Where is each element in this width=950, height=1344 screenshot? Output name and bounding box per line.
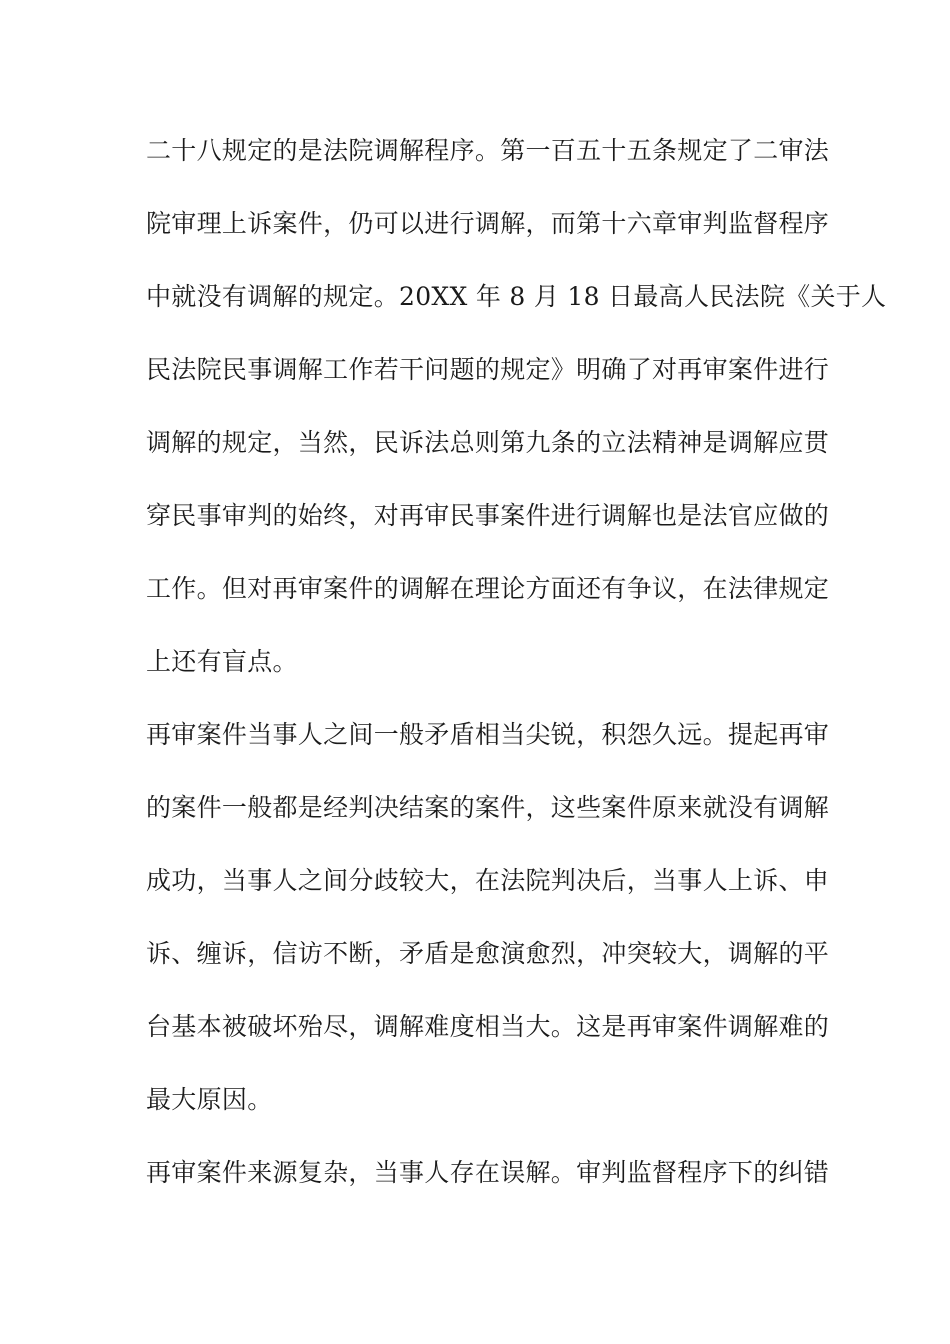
paragraph-line: 的案件一般都是经判决结案的案件，这些案件原来就没有调解 xyxy=(146,793,830,822)
paragraph-line: 最大原因。 xyxy=(146,1085,273,1114)
paragraph-line: 院审理上诉案件，仍可以进行调解，而第十六章审判监督程序 xyxy=(146,209,830,238)
paragraph-line: 诉、缠诉，信访不断，矛盾是愈演愈烈，冲突较大，调解的平 xyxy=(146,939,830,968)
paragraph-line: 再审案件来源复杂，当事人存在误解。审判监督程序下的纠错 xyxy=(146,1158,830,1187)
paragraph-line: 民法院民事调解工作若干问题的规定》明确了对再审案件进行 xyxy=(146,355,830,384)
paragraph-line: 上还有盲点。 xyxy=(146,647,298,676)
paragraph-line: 工作。但对再审案件的调解在理论方面还有争议，在法律规定 xyxy=(146,574,830,603)
paragraph-line: 台基本被破坏殆尽，调解难度相当大。这是再审案件调解难的 xyxy=(146,1012,830,1041)
paragraph-line: 调解的规定，当然，民诉法总则第九条的立法精神是调解应贯 xyxy=(146,428,830,457)
paragraph-line: 二十八规定的是法院调解程序。第一百五十五条规定了二审法 xyxy=(146,136,830,165)
paragraph-line: 中就没有调解的规定。20XX 年 8 月 18 日最高人民法院《关于人 xyxy=(146,282,887,311)
paragraph-line: 再审案件当事人之间一般矛盾相当尖锐，积怨久远。提起再审 xyxy=(146,720,830,749)
paragraph-line: 成功，当事人之间分歧较大，在法院判决后，当事人上诉、申 xyxy=(146,866,830,895)
paragraph-line: 穿民事审判的始终，对再审民事案件进行调解也是法官应做的 xyxy=(146,501,830,530)
document-body xyxy=(146,131,887,1226)
